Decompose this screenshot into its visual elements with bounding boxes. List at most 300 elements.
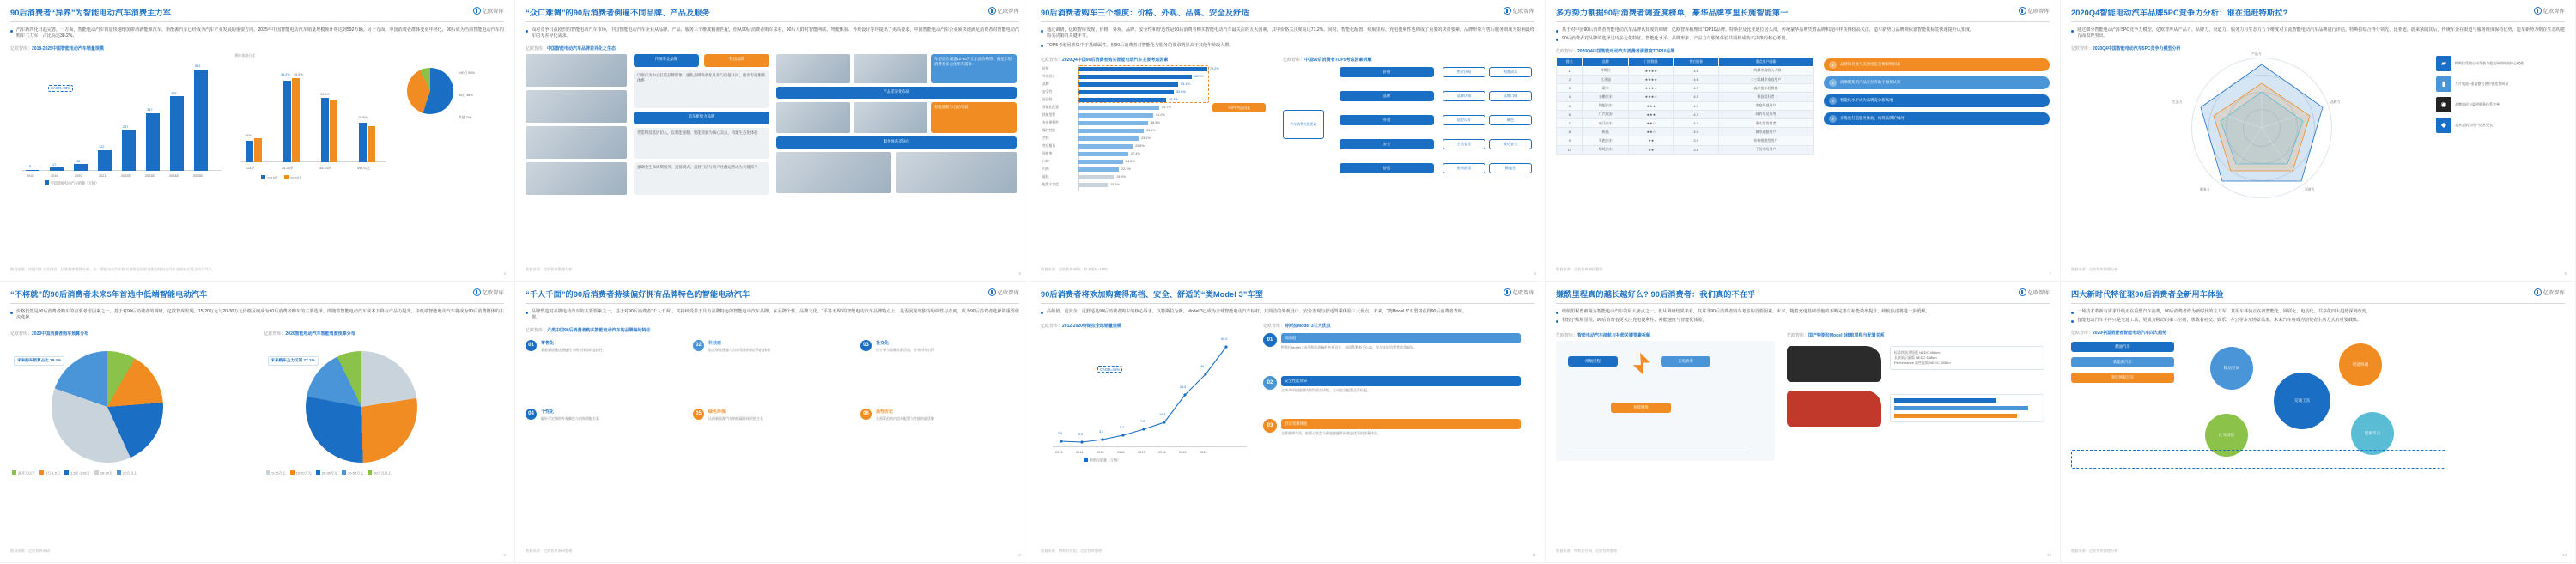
logo-text: 亿欧智库 <box>1512 9 1534 15</box>
cell: 高净值年轻群体 <box>1718 84 1813 93</box>
cell: ★★★★ <box>1629 66 1674 75</box>
page-title: 90后消费者“异养”为智能电动汽车消费主力军 <box>10 9 171 17</box>
legend <box>45 180 99 186</box>
cell: 4.6 <box>1674 76 1718 84</box>
list-item <box>2071 309 2565 315</box>
cell: 一线城市高收入人群 <box>1718 66 1813 75</box>
caption-text: 中国90后消费者TOP5考虑因素拆解 <box>1304 58 1372 64</box>
logo <box>2534 288 2565 296</box>
axis-label: 渠道力 <box>2305 187 2315 191</box>
footnote: 数据来源：亿欧智库调研整理 <box>526 549 573 553</box>
feature-number: 04 <box>526 409 537 420</box>
logo-icon <box>1504 288 1511 296</box>
rank-table <box>1556 57 1814 155</box>
side-item-desc: 直营直销与用户运营见长 <box>2455 123 2493 128</box>
cell: 家庭奶爸用户 <box>1718 101 1813 110</box>
cell: 3 <box>1557 84 1583 93</box>
pill-number: 1 <box>1829 61 1837 69</box>
chart-caption <box>1556 332 1775 338</box>
caption-prefix: 亿欧智库： <box>526 45 548 52</box>
section-label: 智能座舱与自动驾驶 <box>931 102 1017 133</box>
cell: 6 <box>1557 110 1583 118</box>
advantage-title: 安全性能优异 <box>1281 376 1521 386</box>
page-title: “众口难调”的90后消费者倒逼不同品牌、产品及服务 <box>526 9 710 17</box>
battery-icon: ▮ <box>2436 76 2451 92</box>
bullet-dot <box>1041 312 1043 314</box>
logo-icon <box>2534 7 2542 15</box>
table-row <box>1557 84 1814 93</box>
slide-5 <box>2061 0 2576 282</box>
cell: 4.3 <box>1674 110 1718 118</box>
list-item <box>526 27 1019 40</box>
side-item-list <box>2436 56 2565 133</box>
logo-text: 亿欧智库 <box>2027 9 2050 15</box>
feature-number: 03 <box>860 340 872 351</box>
feature-item <box>860 340 1019 400</box>
page-number: 5 <box>1018 271 1021 276</box>
logo-text: 亿欧智库 <box>1512 291 1534 296</box>
divider <box>1556 21 2050 22</box>
bullet-text: 90后消费者对品牌的选择呈现多元化特征，智能化水平、品牌形象、产品力与服务体验共同构成购买决策的核心考量。 <box>1562 36 1790 42</box>
logo <box>2534 7 2565 15</box>
caption-text: 2020Q4中国智能电动汽车消费者满意度TOP10品牌 <box>1577 48 1675 54</box>
axis-label: 品牌力 <box>2330 100 2341 104</box>
footnote: 数据来源：亿欧智库调研 <box>10 549 51 553</box>
caption-text: 2020中国消费者智能电动汽车四大趋势 <box>2093 330 2167 336</box>
spec-note: 标准续航升级版 NEDC 468km <box>1894 349 1941 355</box>
cell: 小鹏汽车 <box>1583 93 1629 101</box>
logo <box>988 288 1019 296</box>
feature-item <box>693 340 852 400</box>
cell: 城市通勤用户 <box>1718 128 1813 136</box>
cell: 二三线城市家庭用户 <box>1718 76 1813 84</box>
newforce-icon: ◆ <box>2436 118 2451 133</box>
column-header: 售后服务 <box>1674 57 1718 66</box>
spec-note: Performance 高性能版 NEDC 605km <box>1894 360 1951 365</box>
slide-4 <box>1546 0 2061 282</box>
chart-caption <box>1041 57 1271 63</box>
caption-text: 2020智能电动汽车智能驾驶预算分布 <box>285 331 355 337</box>
cell: 特斯拉 <box>1583 66 1629 75</box>
bullet-text: 通过调研，亿欧智库发现，价格、外观、品牌、安全性和舒适性是90后消费者购买智能电动汽车最关注的五大因素，其中价格关注度高达71.2%。同时，智能化配置、续航里程、充电便利性也构成了重要的决策要素，品牌形象与售后服务则成为影响最终购买决策的关键环节。 <box>1047 27 1534 39</box>
legend-item <box>368 470 391 476</box>
logo-text: 亿欧智库 <box>2543 291 2565 296</box>
line-series <box>1041 331 1251 460</box>
page-title: 多方势力割据90后消费者调查度榜单，豪华品牌亨里长施智能第一 <box>1556 9 1789 17</box>
logo-text: 亿欧智库 <box>2543 9 2565 15</box>
advantage-item <box>1263 419 1521 435</box>
advantage-desc: 特斯拉Model 3采用简洁流畅的外观设计，风阻系数低至0.23，符合年轻消费者审美偏好。 <box>1281 345 1418 350</box>
table-row <box>1557 93 1814 101</box>
bullet-list <box>1041 27 1534 49</box>
cell: 威马汽车 <box>1583 118 1629 127</box>
legend-label: 10-20万 <box>100 470 113 476</box>
cell: 4.0 <box>1674 128 1718 136</box>
cell: 4.7 <box>1674 84 1718 93</box>
kpi-annotation: 未来购车主力区间 27.1% <box>268 356 319 366</box>
chart-caption <box>10 331 251 337</box>
cell: ★★★ <box>1629 101 1674 110</box>
feature-title: 个性化 <box>541 409 555 415</box>
cell: 3.9 <box>1674 136 1718 145</box>
cell: 理想汽车 <box>1583 101 1629 110</box>
feature-item <box>526 409 684 469</box>
cell: 价格敏感型用户 <box>1718 136 1813 145</box>
slide-1 <box>0 0 515 282</box>
list-item <box>1041 27 1534 40</box>
page-number: 6 <box>1534 271 1536 276</box>
list-item <box>10 27 504 40</box>
slide-9 <box>1546 282 2061 563</box>
legend-item <box>266 470 286 476</box>
pill-text: 智能化水平成为品牌竞争新高地 <box>1840 98 1893 103</box>
hbar-chart-factors: 价格 71.2% 外观设计 62.5% 品牌 55.1% 安全性 52.6% 舒适性 48.3% 智能化配置 44.7% 续航里程 41.2% 充电便利性 38.5% 操控性能 35.9% 空间 33.1% 售后服务 29.8% 保值率 27.4% 口碑 24.6% 内饰 22.3% 能耗 19.5% 配置丰富度 16.2% TOP5考虑因素 <box>1041 65 1271 194</box>
feature-number: 01 <box>526 340 537 351</box>
slide-8 <box>1030 282 1546 563</box>
chart-caption <box>526 45 1019 52</box>
model3-spec-panel <box>1787 341 2050 461</box>
service-photo <box>776 152 891 193</box>
side-item-desc: 品牌溢价与渠道服务体系完善 <box>2455 102 2500 107</box>
caption-prefix: 亿欧智库： <box>1556 48 1578 54</box>
flow-leaf: 造型设计 <box>1443 115 1485 125</box>
chart-caption <box>1283 57 1534 63</box>
insight-pill <box>1824 58 2050 71</box>
charts-area <box>10 54 504 183</box>
divider <box>526 303 1019 304</box>
divider <box>2071 21 2565 22</box>
chart-caption <box>264 331 505 337</box>
feature-number: 02 <box>693 340 704 351</box>
cell: 网约车及家用 <box>1718 110 1813 118</box>
column-header: 品牌 <box>1583 57 1629 66</box>
feature-title: 零售化 <box>541 340 555 346</box>
caption-prefix: 亿欧智库： <box>2071 45 2093 52</box>
flow-leaf: 座椅舒适 <box>1443 163 1485 173</box>
page-number: 10 <box>1016 553 1021 557</box>
product-photo <box>854 54 927 83</box>
gear-diagram <box>2071 338 2565 467</box>
spec-bars <box>1890 394 2044 422</box>
brand-desc: 凭借科技基因切入，以智能座舱、智能驾驶为核心卖点，构建生态化体验 <box>634 128 769 159</box>
caption-text: 特斯拉Model 3三大优点 <box>1285 324 1331 330</box>
page-number: 8 <box>2564 271 2567 276</box>
feature-number: 05 <box>693 409 704 420</box>
pill-text: 品牌知名度与美誉度是首要影响因素 <box>1840 62 1901 67</box>
feature-grid <box>526 340 1019 469</box>
page-title: 90后消费者购车三个维度：价格、外观、品牌、安全及舒适 <box>1041 9 1249 17</box>
feature-desc: 追求智能座舱与自动驾驶的前沿科技体验 <box>708 347 770 352</box>
logo-text: 亿欧智库 <box>482 291 504 296</box>
logo-icon <box>473 7 481 15</box>
range-block: 续航里程 <box>1568 356 1618 367</box>
gear-node: 社交场景 <box>2205 414 2248 457</box>
side-item <box>2436 56 2565 71</box>
cell: 9 <box>1557 136 1583 145</box>
cell: ★★☆ <box>1629 118 1674 127</box>
bullet-text: TOP5考虑因素集中于基础属性，但90后消费者对智能化与服务的要求明显高于其他年龄段人群。 <box>1047 42 1234 48</box>
cell: 科技爱好者 <box>1718 93 1813 101</box>
column-header: 重点用户画像 <box>1718 57 1813 66</box>
car-photo <box>526 162 627 195</box>
left-block: 智能网联汽车 <box>2071 373 2174 383</box>
bullet-list <box>1556 27 2050 43</box>
brand-label: 科技品牌 <box>704 54 769 67</box>
cell: 8 <box>1557 128 1583 136</box>
feature-title: 绿色环保 <box>708 409 726 415</box>
divider <box>10 21 504 22</box>
cell: 务实型消费者 <box>1718 118 1813 127</box>
footnote: 数据来源：特斯拉财报、亿欧智库整理 <box>1041 549 1103 553</box>
slide-6 <box>0 282 515 563</box>
car-photo <box>526 54 627 87</box>
bar-chart-age: 购车年龄占比 10% 38.2% 39.5% 30.1% 18.5% <24岁 25-34岁 35-44岁 45岁以上 2019计 2020计 <box>235 54 390 183</box>
footnote: 数据来源：特斯拉官网、亿欧智库整理 <box>1556 549 1618 553</box>
chart-caption <box>526 327 1019 333</box>
car-photo <box>526 90 627 123</box>
pie-chart-ev-budget <box>264 339 505 476</box>
list-item <box>1556 27 2050 33</box>
legend-label: 1万-1.5万 <box>46 470 61 476</box>
caption-prefix: 亿欧智库： <box>1041 58 1063 64</box>
logo <box>2019 288 2050 296</box>
caption-prefix: 亿欧智库： <box>10 331 33 337</box>
caption-text: 智能电动汽车续航与补能关键要素拆解 <box>1577 332 1651 338</box>
legend-item <box>117 470 137 476</box>
page-title: “千人千面”的90后消费者持续偏好拥有品牌特色的智能电动汽车 <box>526 290 750 299</box>
caption-text: 2020中国消费者购车预算分布 <box>32 331 89 337</box>
product-service-column <box>776 54 1020 196</box>
car-icon: ▰ <box>2436 56 2451 71</box>
side-item <box>2436 76 2565 92</box>
caption-text: 国产特斯拉Model 3续航里程与配置关系 <box>1808 332 1885 338</box>
car-silhouette <box>1787 391 1881 427</box>
slide-3 <box>1030 0 1546 282</box>
brand-icon: ◉ <box>2436 97 2451 112</box>
advantage-title: 高颜值 <box>1281 333 1521 343</box>
spec-note-card <box>1890 346 2044 370</box>
logo-text: 亿欧智库 <box>997 9 1019 15</box>
flow-leaf: 售价区间 <box>1443 67 1485 77</box>
bullet-list <box>2071 27 2565 40</box>
bullet-text: 通过细分智能电动汽车5PC竞争力模型，亿欧智库从产品力、品牌力、渠道力、服务力与生态力五个维度对主流智能电动汽车品牌进行评估。特斯拉综合得分领先，比亚迪、蔚来紧随其后，传统车企在渠道与服务维度保持优势，造车新势力则在生态构建方面表现突出。 <box>2077 27 2565 39</box>
flow-leaf: 被动安全 <box>1489 139 1532 149</box>
logo-icon <box>473 288 481 296</box>
axis-label: 服务力 <box>2200 187 2210 191</box>
list-item <box>10 309 504 322</box>
footnote: 数据来源：亿欧智库整理分析 <box>526 267 573 271</box>
list-item <box>1041 309 1534 315</box>
caption-prefix: 亿欧智库： <box>1263 324 1285 330</box>
slide-7 <box>515 282 1030 563</box>
bullet-dot <box>1041 30 1043 33</box>
side-item <box>2436 97 2565 112</box>
caption-text: 2020Q4中国智能电动汽车5PC竞争力模型分析 <box>2093 45 2181 52</box>
logo <box>2019 7 2050 15</box>
caption-prefix: 亿欧智库： <box>1787 332 1809 338</box>
page-title: 四大新时代特征驱90后消费者全新用车体验 <box>2071 290 2224 299</box>
caption-prefix: 亿欧智库： <box>526 327 548 333</box>
advantage-desc: 全景玻璃车顶、低重心底盘与静谧座舱共同营造优异的驾乘体验。 <box>1281 431 1381 436</box>
cell: ★★★ <box>1629 110 1674 118</box>
pill-text: 多维度打造服务体验，构筑品牌护城河 <box>1840 116 1905 121</box>
divider <box>10 303 504 304</box>
page-title: 90后消费者将欢加购赛得高档、安全、舒适的“类Model 3”车型 <box>1041 290 1264 299</box>
bullet-list <box>10 309 504 322</box>
slide-2 <box>515 0 1030 282</box>
bar-chart-sales: CAGR=98% 5 17 38 122 237 337 435 592 2018 2019 2020 2021 2022E 2023E 2024E 2025E 中国智能电动汽车销量（万辆） <box>10 54 225 183</box>
feature-title: 科技感 <box>708 340 722 346</box>
gear-node: 能源节点 <box>2351 412 2394 455</box>
diagram-area <box>526 54 1019 200</box>
cell: ★★★☆ <box>1629 93 1674 101</box>
feature-desc: 在预算范围内追求配置与性能的最优解 <box>876 415 934 421</box>
interior-photo <box>854 102 927 133</box>
logo-text: 亿欧智库 <box>2027 291 2050 296</box>
legend-item <box>342 470 363 476</box>
advantage-title: 舒适驾乘体验 <box>1281 419 1521 429</box>
insight-pill <box>1824 76 2050 89</box>
bullet-text: 基于对中国90后消费者智能电动汽车品牌认知度的调研，亿欧智库梳理出TOP10品牌。特斯拉及比亚迪位居头部，传统豪华品牌凭借品牌积淀同样获得较高关注，造车新势力品牌则依靠智能化标签快速提升认知度。 <box>1562 27 1975 33</box>
highlight-label: TOP5考虑因素 <box>1212 103 1266 112</box>
cell: 4 <box>1557 93 1583 101</box>
advantage-number: 03 <box>1263 419 1277 433</box>
bullet-text: 一场技术革新与需求升级正在重塑汽车消费，90后消费者作为新时代的主力军，其用车体验正在被智能化、网联化、电动化、共享化四大趋势深刻改变。 <box>2077 309 2371 314</box>
insight-pill <box>1824 94 2050 107</box>
gear-node: 智能终端 <box>2339 343 2382 386</box>
table-row <box>1557 110 1814 118</box>
pie-chart-age: <90后 55% 90后 38% 其他 7% <box>398 63 501 166</box>
chart-caption <box>10 45 504 52</box>
pill-number: 4 <box>1829 115 1837 123</box>
bullet-text: 面对竞争日益剧烈的智能电动汽车市场，中国智能电动汽车企业从品牌、产品、服务三个维度精准匹配，但从90后消费者购车来看，90后人群对智能网联、驾驶体验、外观设计等均提出了更高要求，中国智能电动汽车企业须快速满足消费者对智能电动汽车的无差异化需求。 <box>532 27 1019 39</box>
logo-icon <box>988 7 996 15</box>
bullet-list <box>526 27 1019 40</box>
flow-leaf: 颜色 <box>1489 115 1532 125</box>
bullet-list <box>1556 309 2050 324</box>
page-number: 9 <box>503 553 506 557</box>
cell: 1 <box>1557 66 1583 75</box>
bullet-dot <box>2071 312 2074 314</box>
cell: 零跑汽车 <box>1583 136 1629 145</box>
divider <box>1041 21 1534 22</box>
table-row <box>1557 145 1814 154</box>
legend-item <box>316 470 337 476</box>
footnote: 数据来源：亿欧智库调研，样本量N=1500 <box>1041 267 1108 271</box>
range-block: 补能网络 <box>1611 403 1671 413</box>
cell: 3.8 <box>1674 145 1718 154</box>
left-block: 新能源汽车 <box>2071 357 2174 367</box>
flow-node: 外观 <box>1340 115 1434 125</box>
cell: 哪吒汽车 <box>1583 145 1629 154</box>
car-silhouette <box>1787 346 1881 382</box>
cell: ★★★★ <box>1629 76 1674 84</box>
footnote: 数据来源：亿欧智库整理分析 <box>2071 549 2118 553</box>
legend-item: 2019计 <box>261 175 278 181</box>
feature-number: 06 <box>860 409 872 420</box>
chart-caption <box>1556 48 2050 54</box>
logo <box>988 7 1019 15</box>
list-item <box>526 309 1019 322</box>
cell: 5 <box>1557 101 1583 110</box>
table-row <box>1557 118 1814 127</box>
list-item <box>2071 27 2565 40</box>
cell: 4.5 <box>1674 101 1718 110</box>
feature-desc: 认同新能源汽车的低碳环保价值主张 <box>708 415 763 421</box>
brand-desc: 强调全生命周期服务，直销模式、直营门店与用户社群运营成为关键抓手 <box>634 162 769 195</box>
insight-pills <box>1824 57 2050 155</box>
chart-caption <box>1263 323 1534 329</box>
cell: ★★★☆ <box>1629 84 1674 93</box>
list-item <box>1556 309 2050 315</box>
page-title: 嫌酰里程真的越长越好么? 90后消费者：我们真的不在乎 <box>1556 290 1756 299</box>
radar-chart <box>2114 54 2406 204</box>
bullet-list <box>1041 309 1534 315</box>
divider <box>1041 303 1534 304</box>
flow-leaf: 品牌口碑 <box>1489 91 1532 101</box>
bullet-dot <box>526 30 528 33</box>
feature-item <box>693 409 852 469</box>
feature-desc: 看重渠道触达便捷性与购买体验的直接性 <box>541 347 603 352</box>
bullet-dot <box>1556 312 1558 314</box>
logo <box>1504 288 1534 296</box>
photo-column <box>526 54 629 196</box>
page-number: 4 <box>503 271 506 276</box>
logo <box>473 288 504 296</box>
bullet-dot <box>1556 320 1558 323</box>
cell: 下沉市场用户 <box>1718 145 1813 154</box>
range-block: 充电效率 <box>1661 356 1710 367</box>
bullet-list <box>10 27 504 40</box>
cell: 极狐 <box>1583 128 1629 136</box>
side-item <box>2436 118 2565 133</box>
bullet-text: 高颜值、更安全、更舒适是90后消费者购车的核心诉求。以特斯拉为例，Model 3已成为全球智能电动汽车标杆，其简洁的外观设计、安全表现与舒适驾乘体验三大优点。未来，“类Model 3”车型将获得90后消费者青睐。 <box>1047 309 1467 314</box>
legend-item: 中国智能电动汽车销量（万辆） <box>45 180 99 186</box>
page-number: 12 <box>2046 553 2051 557</box>
bullet-text: 相较于续航里程，90后消费者更关注充电便利性、补能速度与智能化体验。 <box>1562 318 1707 324</box>
divider <box>2071 303 2565 304</box>
feature-desc: 乐于参与品牌社群活动，分享用车心得 <box>876 347 934 352</box>
gear-cluster <box>2188 338 2445 464</box>
axis-label: 生态力 <box>2172 100 2183 104</box>
cell: ★★ <box>1629 145 1674 154</box>
brand-label: 传统车企品牌 <box>634 54 699 67</box>
bullet-dot <box>10 312 13 314</box>
divider <box>526 21 1019 22</box>
logo-icon <box>2534 288 2542 296</box>
caption-text: 六类中国90后消费者购买智能电动汽车的品牌偏好特征 <box>547 327 651 333</box>
bullet-dot <box>1556 39 1558 41</box>
cell: 蔚来 <box>1583 84 1629 93</box>
footnote: 数据来源：亿欧智库整理分析 <box>2071 267 2118 271</box>
section-label: 服务体系差异化 <box>776 136 1017 149</box>
footnote: 数据来源：中国汽车工业协会、亿欧智库整理分析；注：智能电动汽车指具备智能网联功能的纯电动汽车及插电式混合动力汽车。 <box>10 267 216 271</box>
logo-icon <box>2019 288 2026 296</box>
caption-prefix: 亿欧智库： <box>1041 324 1063 330</box>
flow-node: 舒适 <box>1340 163 1434 173</box>
line-chart-tesla: 2.5 2.2 3.2 5.1 7.6 10.3 24.5 36.7 50.0 CAGR=45% 2013 2014 2015 2016 2017 2018 2019 2020 特斯拉销量（万辆） <box>1041 331 1251 460</box>
flow-leaf: 购置成本 <box>1489 67 1532 77</box>
cell: 2 <box>1557 76 1583 84</box>
bullet-text: 品牌塑造对品牌电动汽车的主要要素之一，基于对90后消费者“千人千面”，其持续受益于具有品牌特色的智能电动汽车品牌，在品牌个性、品牌文化、“平等无界”的智能电动汽车品牌特点上，是否展现出独特的调性与态度，成为90后消费者选择的重要依据。 <box>532 309 1019 321</box>
highlight-box <box>1078 65 1209 103</box>
axis-label: 产品力 <box>2251 52 2262 56</box>
advantage-number: 01 <box>1263 333 1277 347</box>
advantage-item <box>1263 333 1521 349</box>
bullet-text: 续航里程曾被视为智能电动汽车的最大痛点之一，但从调研结果来看，其并非90后消费者购车考虑的首要因素。未来，随着充电基础设施的不断完善与补能效率提升，续航焦虑将进一步缓解。 <box>1562 309 1930 314</box>
legend-label: 20万以上 <box>123 470 137 476</box>
cagr-annotation: CAGR=98% <box>48 85 73 92</box>
